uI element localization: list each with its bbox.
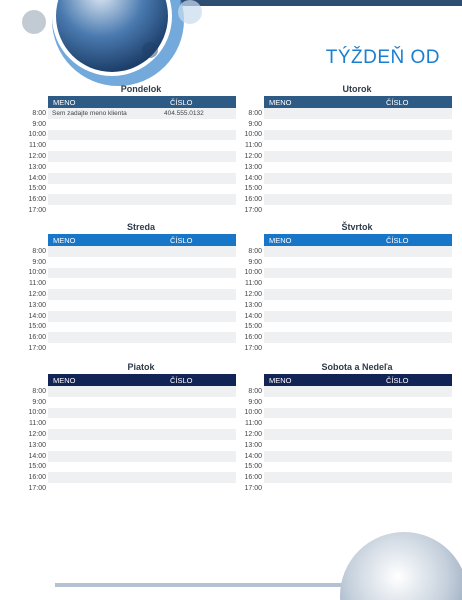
time-row[interactable]	[10, 246, 236, 257]
time-label: 17:00	[28, 485, 46, 493]
time-label: 17:00	[244, 345, 262, 353]
time-label: 11:00	[29, 420, 46, 428]
time-row[interactable]	[10, 130, 236, 141]
time-label: 10:00	[244, 409, 262, 417]
time-row[interactable]	[226, 119, 452, 130]
time-row[interactable]	[226, 429, 452, 440]
time-label: 17:00	[244, 207, 262, 215]
column-number-label: ČÍSLO	[170, 235, 193, 245]
column-name-label: MENO	[53, 97, 76, 107]
time-label: 15:00	[28, 323, 46, 331]
time-label: 14:00	[244, 312, 262, 320]
time-row[interactable]	[10, 343, 236, 354]
time-label: 13:00	[28, 163, 46, 171]
time-label: 10:00	[244, 269, 262, 277]
time-label: 14:00	[28, 174, 46, 182]
time-label: 17:00	[28, 207, 46, 215]
time-row[interactable]	[10, 311, 236, 322]
time-label: 8:00	[32, 109, 46, 117]
time-row[interactable]	[226, 440, 452, 451]
time-label: 11:00	[245, 280, 262, 288]
day-block-stvrtok	[226, 220, 452, 354]
time-label: 17:00	[28, 345, 46, 353]
time-row[interactable]	[10, 322, 236, 333]
time-label: 15:00	[28, 185, 46, 193]
column-header	[264, 96, 452, 108]
time-label: 12:00	[28, 431, 46, 439]
day-block-utorok	[226, 82, 452, 216]
top-accent-bar	[180, 0, 462, 6]
time-label: 11:00	[29, 280, 46, 288]
day-title: Sobota a Nedeľa	[321, 362, 393, 372]
time-label: 9:00	[32, 258, 46, 266]
time-label: 10:00	[28, 409, 46, 417]
time-row[interactable]	[10, 418, 236, 429]
time-row[interactable]	[10, 173, 236, 184]
time-label: 15:00	[244, 463, 262, 471]
time-label: 10:00	[28, 131, 46, 139]
time-row[interactable]	[10, 119, 236, 130]
column-name-label: MENO	[269, 375, 292, 385]
column-name-label: MENO	[53, 235, 76, 245]
time-row[interactable]	[10, 440, 236, 451]
time-row[interactable]	[10, 386, 236, 397]
time-label: 17:00	[244, 485, 262, 493]
time-row[interactable]	[226, 194, 452, 205]
time-row[interactable]	[226, 472, 452, 483]
time-label: 11:00	[245, 142, 262, 150]
time-row[interactable]	[226, 140, 452, 151]
day-block-piatok	[10, 360, 236, 494]
time-label: 16:00	[28, 196, 46, 204]
time-row[interactable]	[10, 451, 236, 462]
day-title: Pondelok	[120, 84, 162, 94]
time-label: 14:00	[244, 174, 262, 182]
time-label: 13:00	[244, 301, 262, 309]
time-label: 10:00	[28, 269, 46, 277]
time-label: 14:00	[28, 312, 46, 320]
time-row[interactable]	[226, 386, 452, 397]
time-row[interactable]	[226, 300, 452, 311]
time-row[interactable]	[10, 184, 236, 195]
time-label: 14:00	[28, 452, 46, 460]
time-label: 15:00	[244, 185, 262, 193]
time-label: 16:00	[28, 334, 46, 342]
column-number-label: ČÍSLO	[386, 97, 409, 107]
column-header	[48, 234, 236, 246]
day-title: Streda	[126, 222, 155, 232]
column-header	[48, 96, 236, 108]
time-row[interactable]	[10, 108, 236, 119]
time-label: 13:00	[28, 301, 46, 309]
time-row[interactable]	[226, 246, 452, 257]
time-label: 15:00	[244, 323, 262, 331]
time-label: 9:00	[248, 120, 262, 128]
column-header	[264, 234, 452, 246]
time-label: 12:00	[244, 431, 262, 439]
day-title: Utorok	[342, 84, 372, 94]
time-row[interactable]	[226, 257, 452, 268]
time-row[interactable]	[226, 184, 452, 195]
time-row[interactable]	[226, 397, 452, 408]
time-label: 13:00	[28, 441, 46, 449]
time-label: 8:00	[248, 387, 262, 395]
time-row[interactable]	[226, 162, 452, 173]
time-row[interactable]	[226, 205, 452, 216]
time-row[interactable]	[10, 151, 236, 162]
column-header	[48, 374, 236, 386]
time-row[interactable]	[10, 462, 236, 473]
time-row[interactable]	[226, 268, 452, 279]
decorative-circles-top	[0, 0, 210, 90]
time-row[interactable]	[10, 289, 236, 300]
day-block-pondelok	[10, 82, 236, 216]
time-row[interactable]	[10, 194, 236, 205]
time-row[interactable]	[10, 300, 236, 311]
time-row[interactable]	[10, 268, 236, 279]
time-label: 9:00	[248, 398, 262, 406]
column-number-label: ČÍSLO	[386, 375, 409, 385]
time-row[interactable]	[10, 205, 236, 216]
time-label: 13:00	[244, 441, 262, 449]
day-title: Piatok	[127, 362, 155, 372]
time-row[interactable]	[226, 311, 452, 322]
time-label: 13:00	[244, 163, 262, 171]
client-number[interactable]: 404.555.0132	[164, 109, 204, 117]
time-label: 16:00	[244, 334, 262, 342]
time-row[interactable]	[226, 322, 452, 333]
time-row[interactable]	[226, 408, 452, 419]
time-label: 12:00	[28, 153, 46, 161]
time-label: 8:00	[248, 247, 262, 255]
time-label: 15:00	[28, 463, 46, 471]
time-label: 11:00	[245, 420, 262, 428]
column-number-label: ČÍSLO	[170, 97, 193, 107]
time-row[interactable]	[10, 257, 236, 268]
time-row[interactable]	[10, 429, 236, 440]
time-label: 16:00	[244, 196, 262, 204]
time-row[interactable]	[10, 162, 236, 173]
time-label: 12:00	[244, 153, 262, 161]
time-label: 16:00	[244, 474, 262, 482]
column-number-label: ČÍSLO	[170, 375, 193, 385]
time-row[interactable]	[226, 462, 452, 473]
time-label: 14:00	[244, 452, 262, 460]
time-label: 8:00	[32, 247, 46, 255]
time-label: 9:00	[32, 398, 46, 406]
day-title: Štvrtok	[341, 222, 373, 232]
time-label: 8:00	[248, 109, 262, 117]
time-row[interactable]	[10, 472, 236, 483]
time-row[interactable]	[226, 151, 452, 162]
time-row[interactable]	[10, 332, 236, 343]
time-row[interactable]	[226, 173, 452, 184]
time-row[interactable]	[226, 483, 452, 494]
time-label: 12:00	[244, 291, 262, 299]
column-number-label: ČÍSLO	[386, 235, 409, 245]
decorative-circle-bottom	[332, 520, 462, 600]
column-name-label: MENO	[53, 375, 76, 385]
time-row[interactable]	[10, 408, 236, 419]
time-label: 12:00	[28, 291, 46, 299]
time-row[interactable]	[226, 451, 452, 462]
time-label: 9:00	[248, 258, 262, 266]
time-label: 10:00	[244, 131, 262, 139]
time-label: 16:00	[28, 474, 46, 482]
time-row[interactable]	[226, 343, 452, 354]
time-label: 8:00	[32, 387, 46, 395]
column-header	[264, 374, 452, 386]
time-row[interactable]	[226, 418, 452, 429]
column-name-label: MENO	[269, 235, 292, 245]
day-block-sobota-nedela	[226, 360, 452, 494]
time-row[interactable]	[10, 483, 236, 494]
bottom-accent-line	[55, 583, 347, 587]
day-block-streda	[10, 220, 236, 354]
time-label: 11:00	[29, 142, 46, 150]
time-row[interactable]	[226, 332, 452, 343]
time-row[interactable]	[10, 278, 236, 289]
time-row[interactable]	[226, 289, 452, 300]
time-row[interactable]	[226, 278, 452, 289]
time-row[interactable]	[226, 108, 452, 119]
column-name-label: MENO	[269, 97, 292, 107]
time-row[interactable]	[10, 140, 236, 151]
time-label: 9:00	[32, 120, 46, 128]
page-title: TÝŽDEŇ OD	[325, 47, 440, 68]
time-row[interactable]	[10, 397, 236, 408]
time-row[interactable]	[226, 130, 452, 141]
client-name[interactable]: Sem zadajte meno klienta	[52, 109, 127, 117]
